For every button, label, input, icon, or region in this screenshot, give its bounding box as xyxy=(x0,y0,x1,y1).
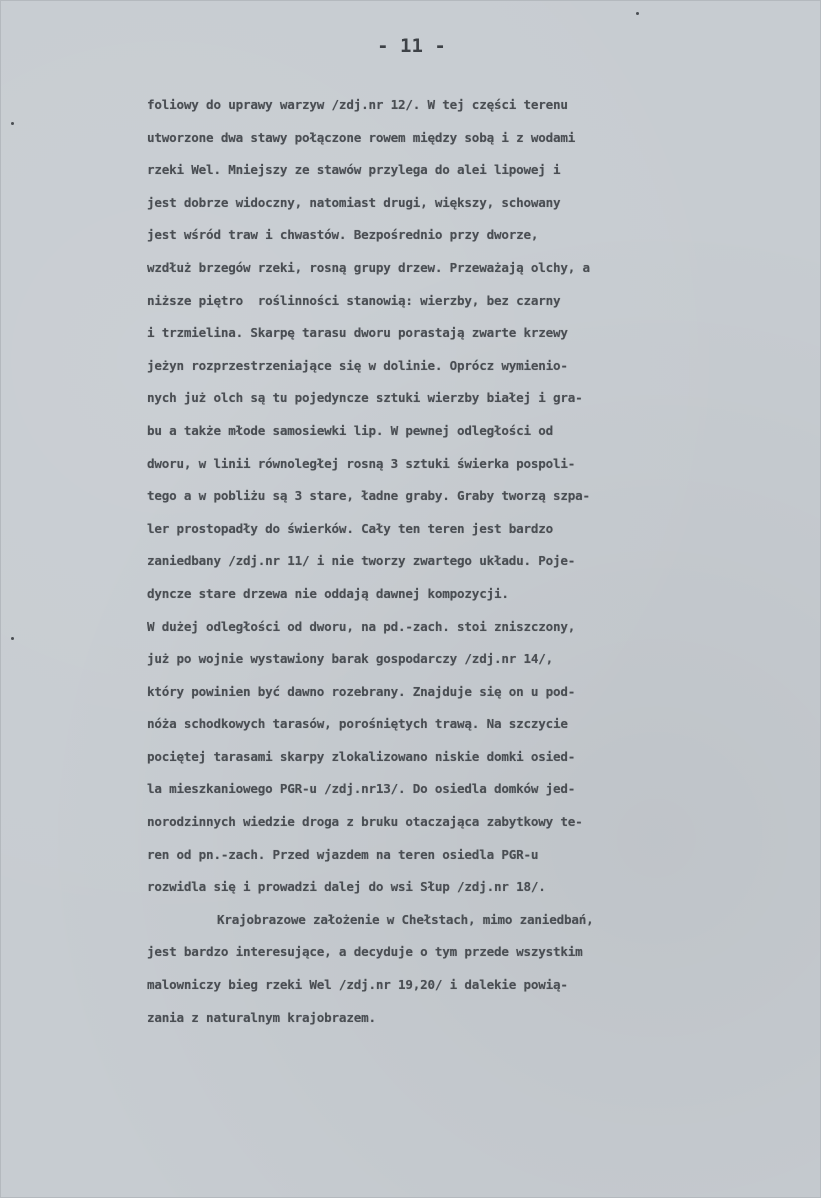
text-line: rozwidla się i prowadzi dalej do wsi Słup /zdj.nr 18/. xyxy=(147,879,546,895)
body-text xyxy=(147,89,787,1034)
text-line: Krajobrazowe założenie w Chełstach, mimo zaniedbań, xyxy=(217,911,594,927)
text-line: zania z naturalnym krajobrazem. xyxy=(147,1009,376,1025)
text-line: który powinien być dawno rozebrany. Znajduje się on u pod- xyxy=(147,683,576,699)
text-line: ler prostopadły do świerków. Cały ten teren jest bardzo xyxy=(147,520,554,536)
text-line: la mieszkaniowego PGR-u /zdj.nr13/. Do osiedla domków jed- xyxy=(147,781,576,797)
text-line: wzdłuż brzegów rzeki, rosną grupy drzew. Przeważają olchy, a xyxy=(147,259,590,275)
text-line: dworu, w linii równoległej rosną 3 sztuki świerka pospoli- xyxy=(147,455,576,471)
margin-dot xyxy=(636,12,639,15)
text-line: ren od pn.-zach. Przed wjazdem na teren osiedla PGR-u xyxy=(147,846,539,862)
text-line: utworzone dwa stawy połączone rowem między sobą i z wodami xyxy=(147,129,576,145)
page-number: - 11 - xyxy=(377,35,446,57)
text-line: W dużej odległości od dworu, na pd.-zach. stoi zniszczony, xyxy=(147,618,576,634)
margin-dot xyxy=(11,637,14,640)
text-line: jest dobrze widoczny, natomiast drugi, większy, schowany xyxy=(147,194,561,210)
text-line: już po wojnie wystawiony barak gospodarczy /zdj.nr 14/, xyxy=(147,651,554,667)
text-line: i trzmielina. Skarpę tarasu dworu porastają zwarte krzewy xyxy=(147,325,568,341)
text-line: tego a w pobliżu są 3 stare, ładne graby. Graby tworzą szpa- xyxy=(147,488,590,504)
text-line: nych już olch są tu pojedyncze sztuki wierzby białej i gra- xyxy=(147,390,583,406)
text-line: malowniczy bieg rzeki Wel /zdj.nr 19,20/ i dalekie powią- xyxy=(147,977,568,993)
text-line: pociętej tarasami skarpy zlokalizowano niskie domki osied- xyxy=(147,748,576,764)
text-line: jeżyn rozprzestrzeniające się w dolinie. Oprócz wymienio- xyxy=(147,357,568,373)
text-line: bu a także młode samosiewki lip. W pewnej odległości od xyxy=(147,422,554,438)
text-line: jest bardzo interesujące, a decyduje o tym przede wszystkim xyxy=(147,944,583,960)
text-line: jest wśród traw i chwastów. Bezpośrednio przy dworze, xyxy=(147,227,539,243)
text-line: niższe piętro roślinności stanowią: wierzby, bez czarny xyxy=(147,292,561,308)
text-line: nóża schodkowych tarasów, porośniętych trawą. Na szczycie xyxy=(147,716,568,732)
text-line: rzeki Wel. Mniejszy ze stawów przylega do alei lipowej i xyxy=(147,162,561,178)
text-line: norodzinnych wiedzie droga z bruku otaczająca zabytkowy te- xyxy=(147,814,583,830)
text-line: foliowy do uprawy warzyw /zdj.nr 12/. W tej części terenu xyxy=(147,97,568,112)
margin-dot xyxy=(11,122,14,125)
text-line: zaniedbany /zdj.nr 11/ i nie tworzy zwartego układu. Poje- xyxy=(147,553,576,569)
text-line: dyncze stare drzewa nie oddają dawnej kompozycji. xyxy=(147,585,509,601)
